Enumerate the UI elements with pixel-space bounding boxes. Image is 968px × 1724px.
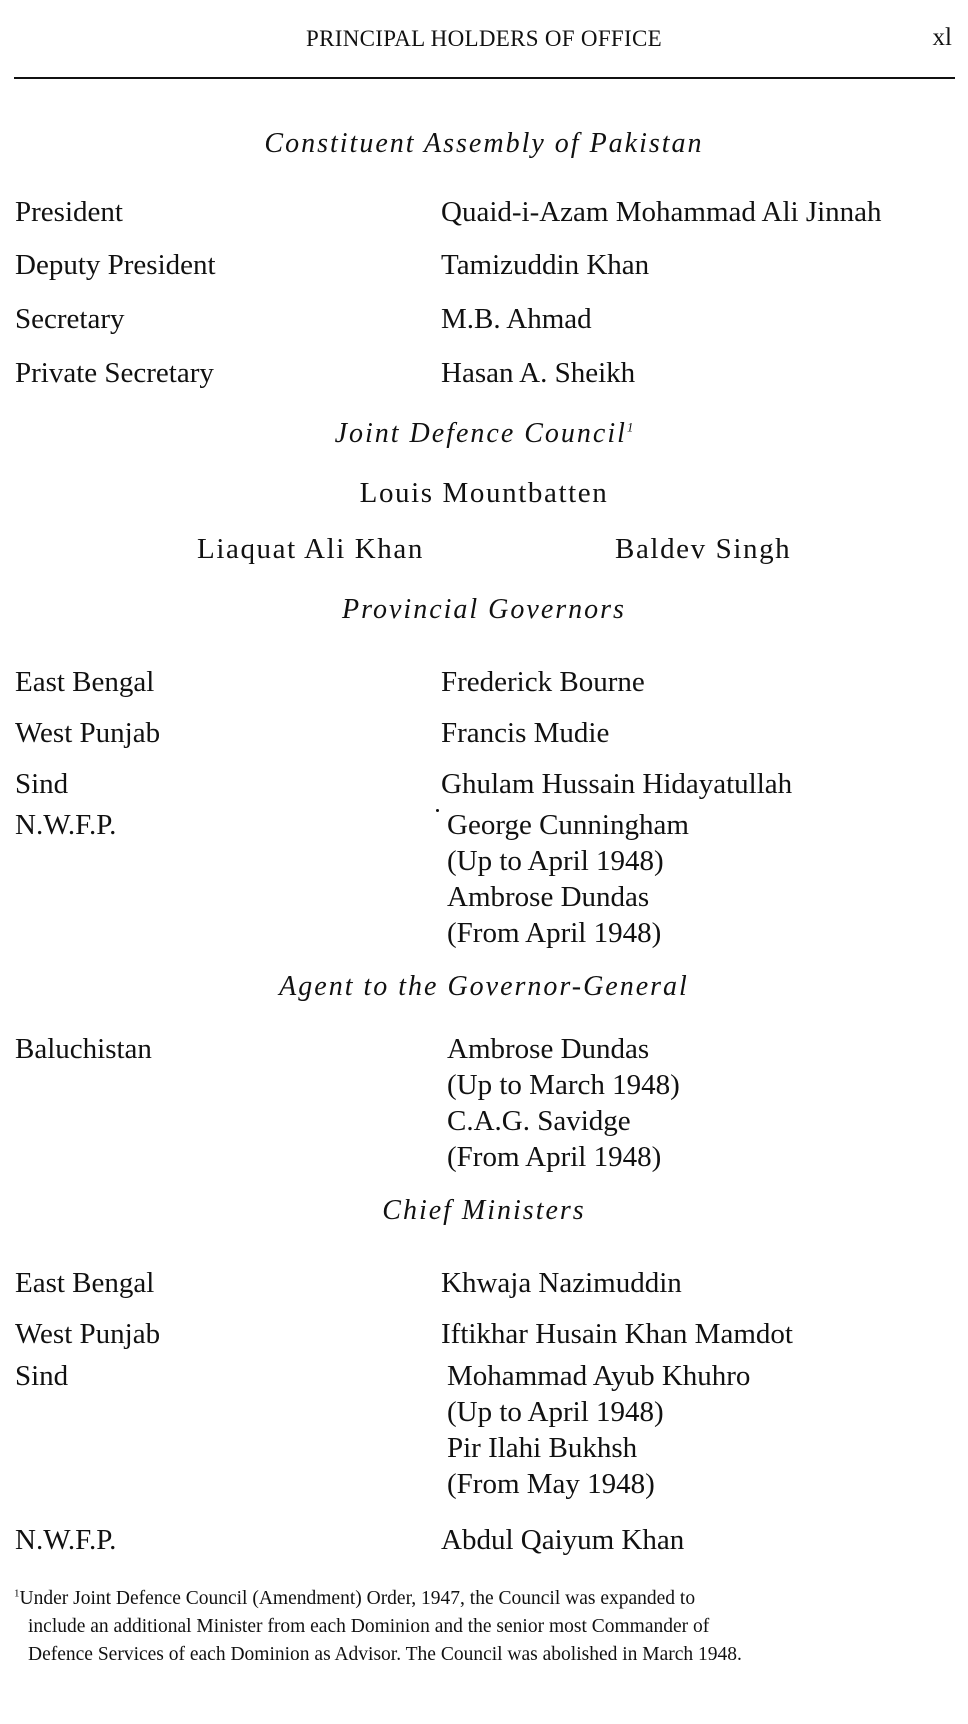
office-holder: Frederick Bourne <box>441 666 645 698</box>
page-number: xl <box>932 24 952 51</box>
running-header: PRINCIPAL HOLDERS OF OFFICE <box>306 26 662 51</box>
province-label: N.W.F.P. <box>15 1524 117 1556</box>
holder-term: (Up to April 1948) <box>447 1396 664 1428</box>
holder-term: (From April 1948) <box>447 917 662 949</box>
office-holder-block <box>447 1358 750 1502</box>
office-holder: Francis Mudie <box>441 717 610 749</box>
holder-name: Ambrose Dundas <box>447 881 650 913</box>
council-member-left: Liaquat Ali Khan <box>197 533 424 565</box>
province-label: Sind <box>15 1360 69 1392</box>
footnote-marker: 1 <box>626 419 634 435</box>
holder-name: Pir Ilahi Bukhsh <box>447 1432 638 1464</box>
province-label: N.W.F.P. <box>15 809 117 841</box>
office-label: Private Secretary <box>15 357 214 389</box>
office-holder-block <box>447 807 689 951</box>
office-holder: Iftikhar Husain Khan Mamdot <box>441 1318 793 1350</box>
province-label: Sind <box>15 768 69 800</box>
office-holder: Khwaja Nazimuddin <box>441 1267 682 1299</box>
office-label: Secretary <box>15 303 125 335</box>
footnote-text: Under Joint Defence Council (Amendment) Order, 1947, the Council was expanded to <box>19 1587 696 1609</box>
office-holder: Quaid-i-Azam Mohammad Ali Jinnah <box>441 196 882 228</box>
office-holder: Hasan A. Sheikh <box>441 357 636 389</box>
holder-name: George Cunningham <box>447 809 689 841</box>
footnote-marker: 1 <box>14 1587 20 1599</box>
holder-term: (Up to April 1948) <box>447 845 664 877</box>
holder-term: (From May 1948) <box>447 1468 655 1500</box>
province-label: East Bengal <box>15 666 155 698</box>
office-holder: Abdul Qaiyum Khan <box>441 1524 685 1556</box>
footnote-line: include an additional Minister from each Dominion and the senior most Commander of <box>28 1615 710 1637</box>
office-holder: Ghulam Hussain Hidayatullah <box>441 768 793 800</box>
heading-text: Joint Defence Council <box>334 418 627 449</box>
province-label: East Bengal <box>15 1267 155 1299</box>
footnote-line <box>14 1588 695 1609</box>
province-label: West Punjab <box>15 717 161 749</box>
holder-term: (Up to March 1948) <box>447 1069 680 1101</box>
header-rule <box>14 77 955 79</box>
holder-term: (From April 1948) <box>447 1141 662 1173</box>
footnote <box>14 1579 954 1669</box>
council-chairman: Louis Mountbatten <box>359 477 609 509</box>
province-label: Baluchistan <box>15 1033 152 1065</box>
section-heading-joint-defence-council <box>0 418 968 450</box>
section-heading-chief-ministers: Chief Ministers <box>382 1195 586 1226</box>
council-member-right: Baldev Singh <box>615 533 792 565</box>
print-speck <box>436 809 439 812</box>
office-label: Deputy President <box>15 249 216 281</box>
section-heading-constituent-assembly: Constituent Assembly of Pakistan <box>264 128 704 159</box>
office-label: President <box>15 196 123 228</box>
office-holder-block <box>447 1031 680 1175</box>
office-holder: M.B. Ahmad <box>441 303 592 335</box>
province-label: West Punjab <box>15 1318 161 1350</box>
holder-name: Mohammad Ayub Khuhro <box>447 1360 751 1392</box>
footnote-line: Defence Services of each Dominion as Advisor. The Council was abolished in March 1948. <box>28 1643 742 1665</box>
section-heading-agent-governor-general: Agent to the Governor-General <box>279 971 689 1002</box>
section-heading-provincial-governors: Provincial Governors <box>342 594 626 625</box>
office-holder: Tamizuddin Khan <box>441 249 650 281</box>
holder-name: Ambrose Dundas <box>447 1033 650 1065</box>
holder-name: C.A.G. Savidge <box>447 1105 631 1137</box>
